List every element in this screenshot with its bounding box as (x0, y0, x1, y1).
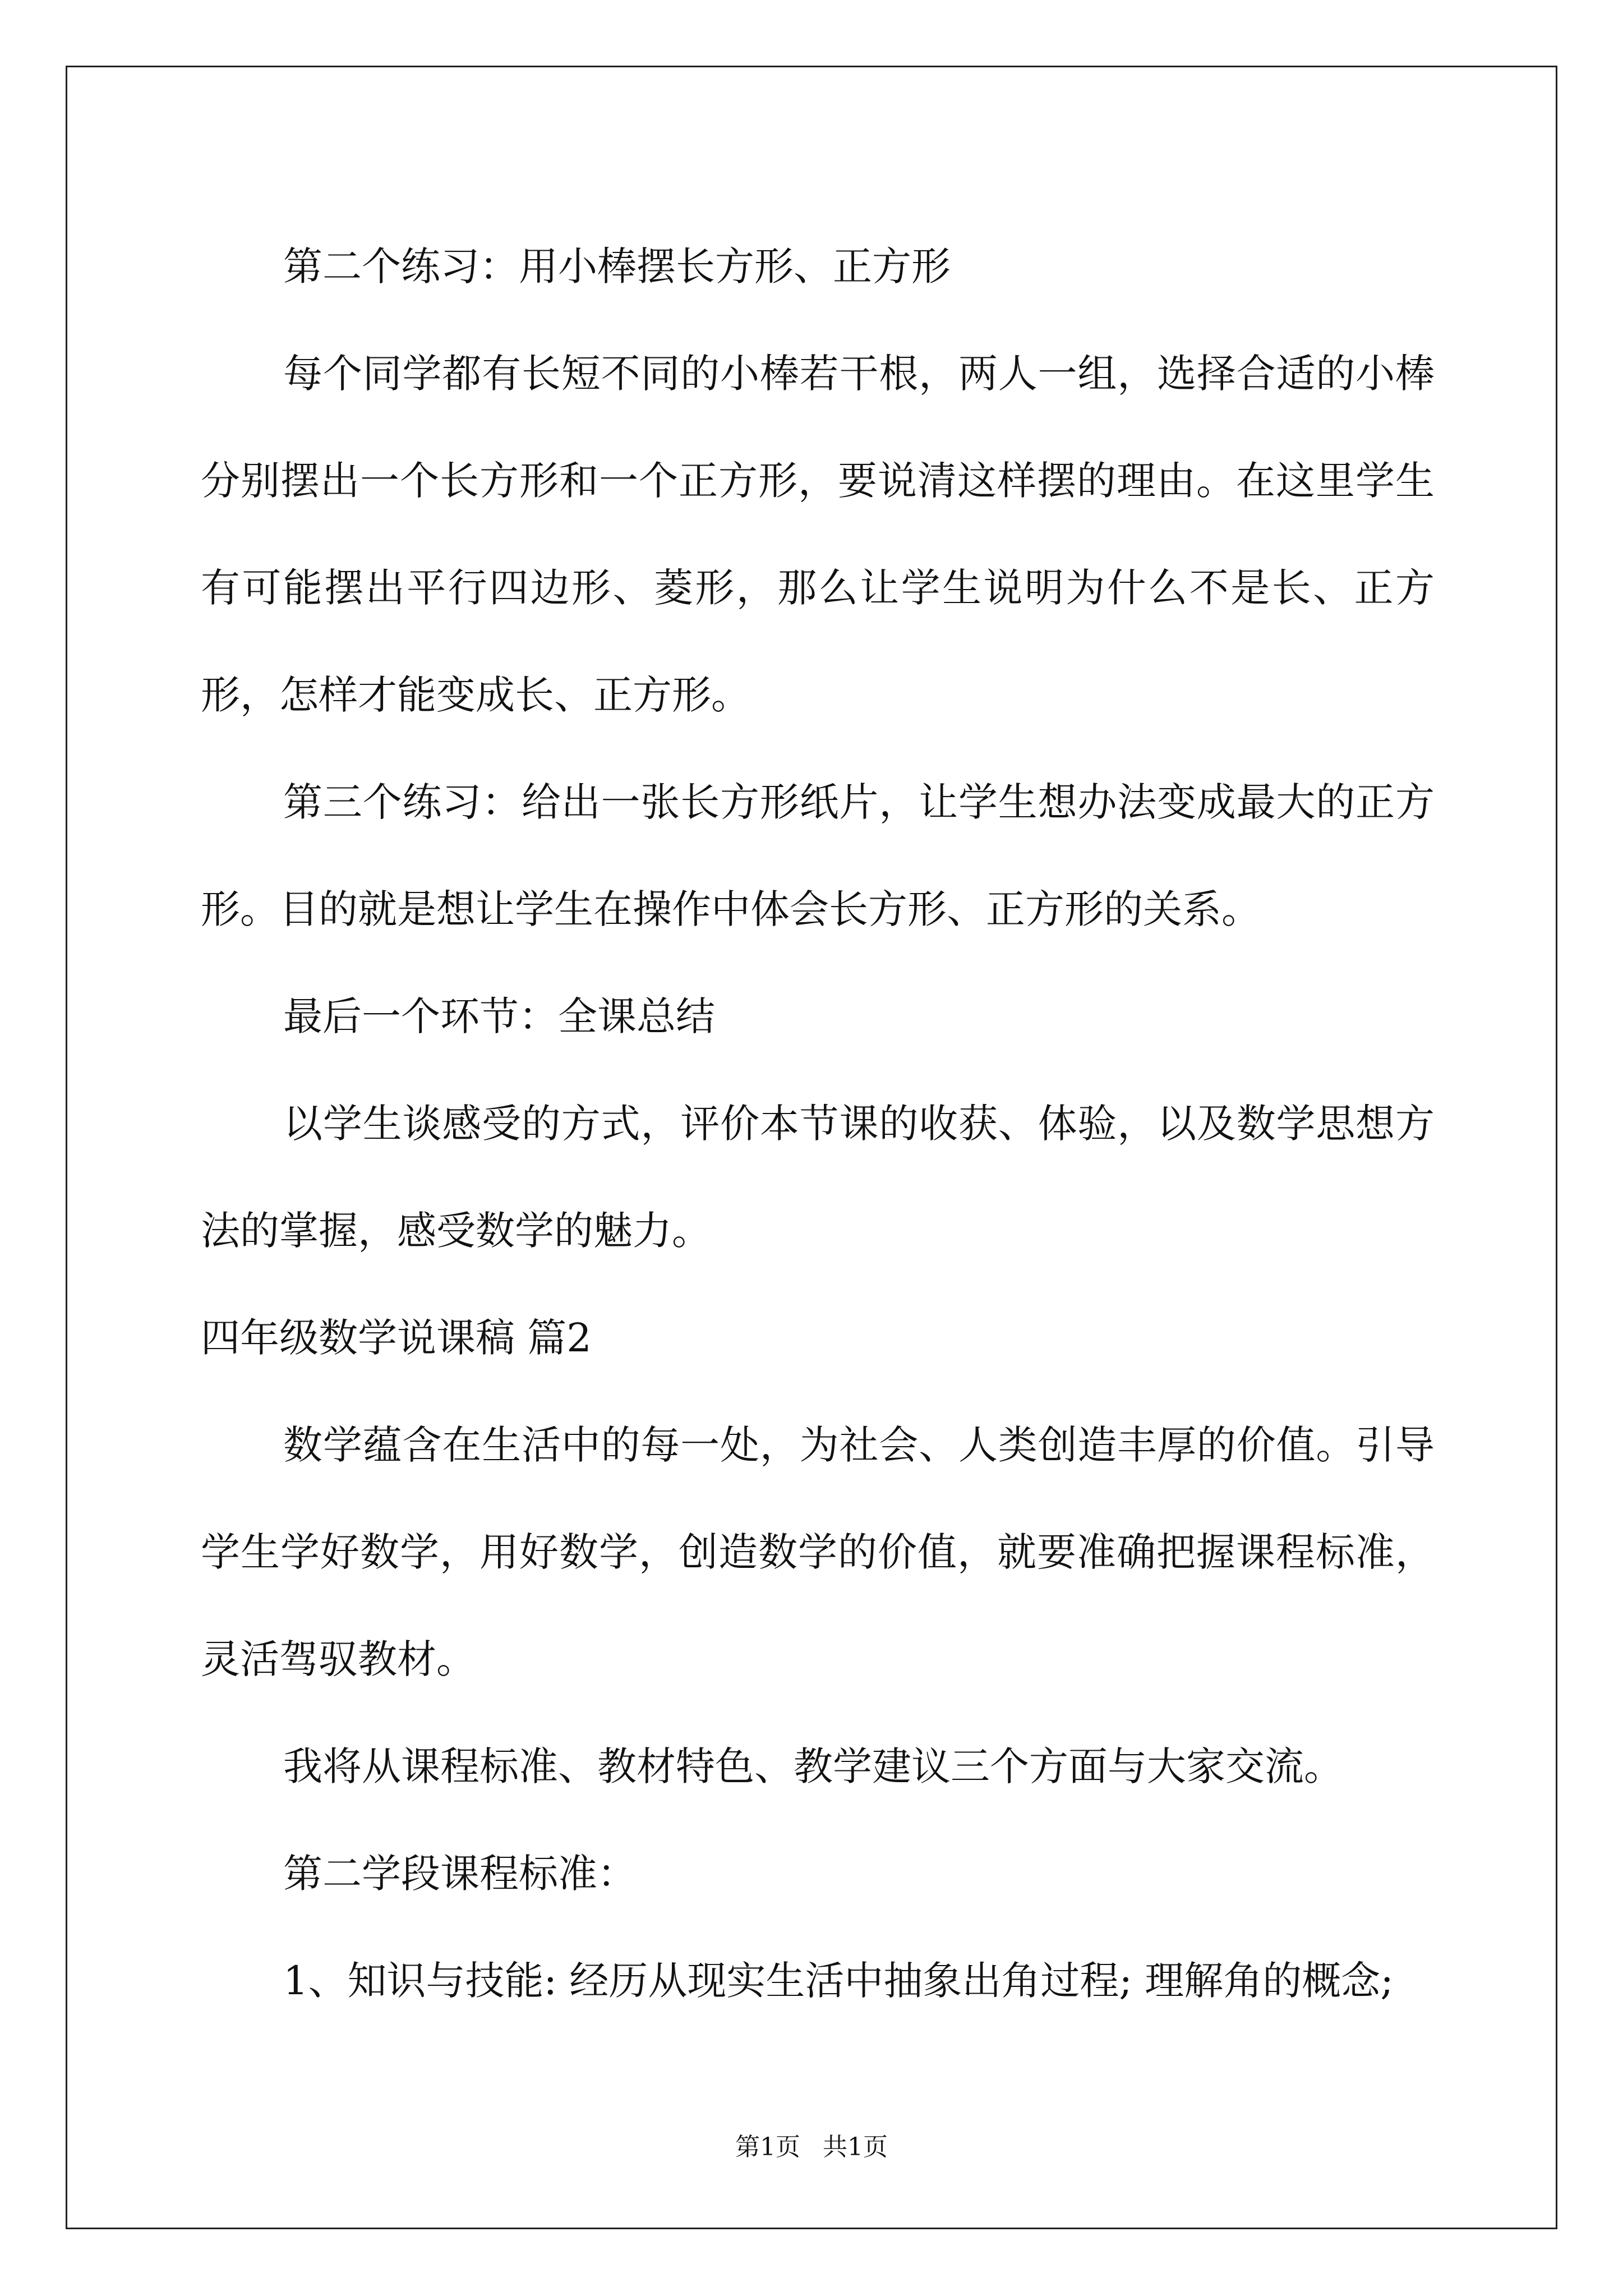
paragraph: 我将从课程标准、教材特色、教学建议三个方面与大家交流。 (283, 1743, 1343, 1789)
page-total: 共1页 (823, 2133, 888, 2161)
page-number: 第1页 (735, 2133, 800, 2161)
document-body (201, 213, 1435, 2035)
paragraph: 第三个练习：给出一张长方形纸片，让学生想办法变成最大的正方形。目的就是想让学生在操作中体会长方形、正方形的关系。 (201, 779, 1435, 932)
paragraph: 以学生谈感受的方式，评价本节课的收获、体验，以及数学思想方法的掌握，感受数学的魅力。 (201, 1101, 1435, 1254)
paragraph: 第二个练习：用小棒摆长方形、正方形 (283, 243, 951, 289)
paragraph: 第二学段课程标准： (283, 1851, 637, 1897)
paragraph: 1、知识与技能: 经历从现实生活中抽象出角过程; 理解角的概念; (283, 1958, 1394, 2004)
paragraph: 最后一个环节：全课总结 (283, 993, 715, 1039)
section-heading: 四年级数学说课稿 篇2 (201, 1315, 592, 1361)
paragraph: 数学蕴含在生活中的每一处，为社会、人类创造丰厚的价值。引导学生学好数学，用好数学，创造数学的价值，就要准确把握课程标准，灵活驾驭教材。 (201, 1422, 1435, 1682)
page-footer (0, 2131, 1623, 2164)
paragraph: 每个同学都有长短不同的小棒若干根，两人一组，选择合适的小棒分别摆出一个长方形和一个正方形，要说清这样摆的理由。在这里学生有可能摆出平行四边形、菱形，那么让学生说明为什么不是长、正方形，怎样才能变成长、正方形。 (201, 351, 1435, 718)
